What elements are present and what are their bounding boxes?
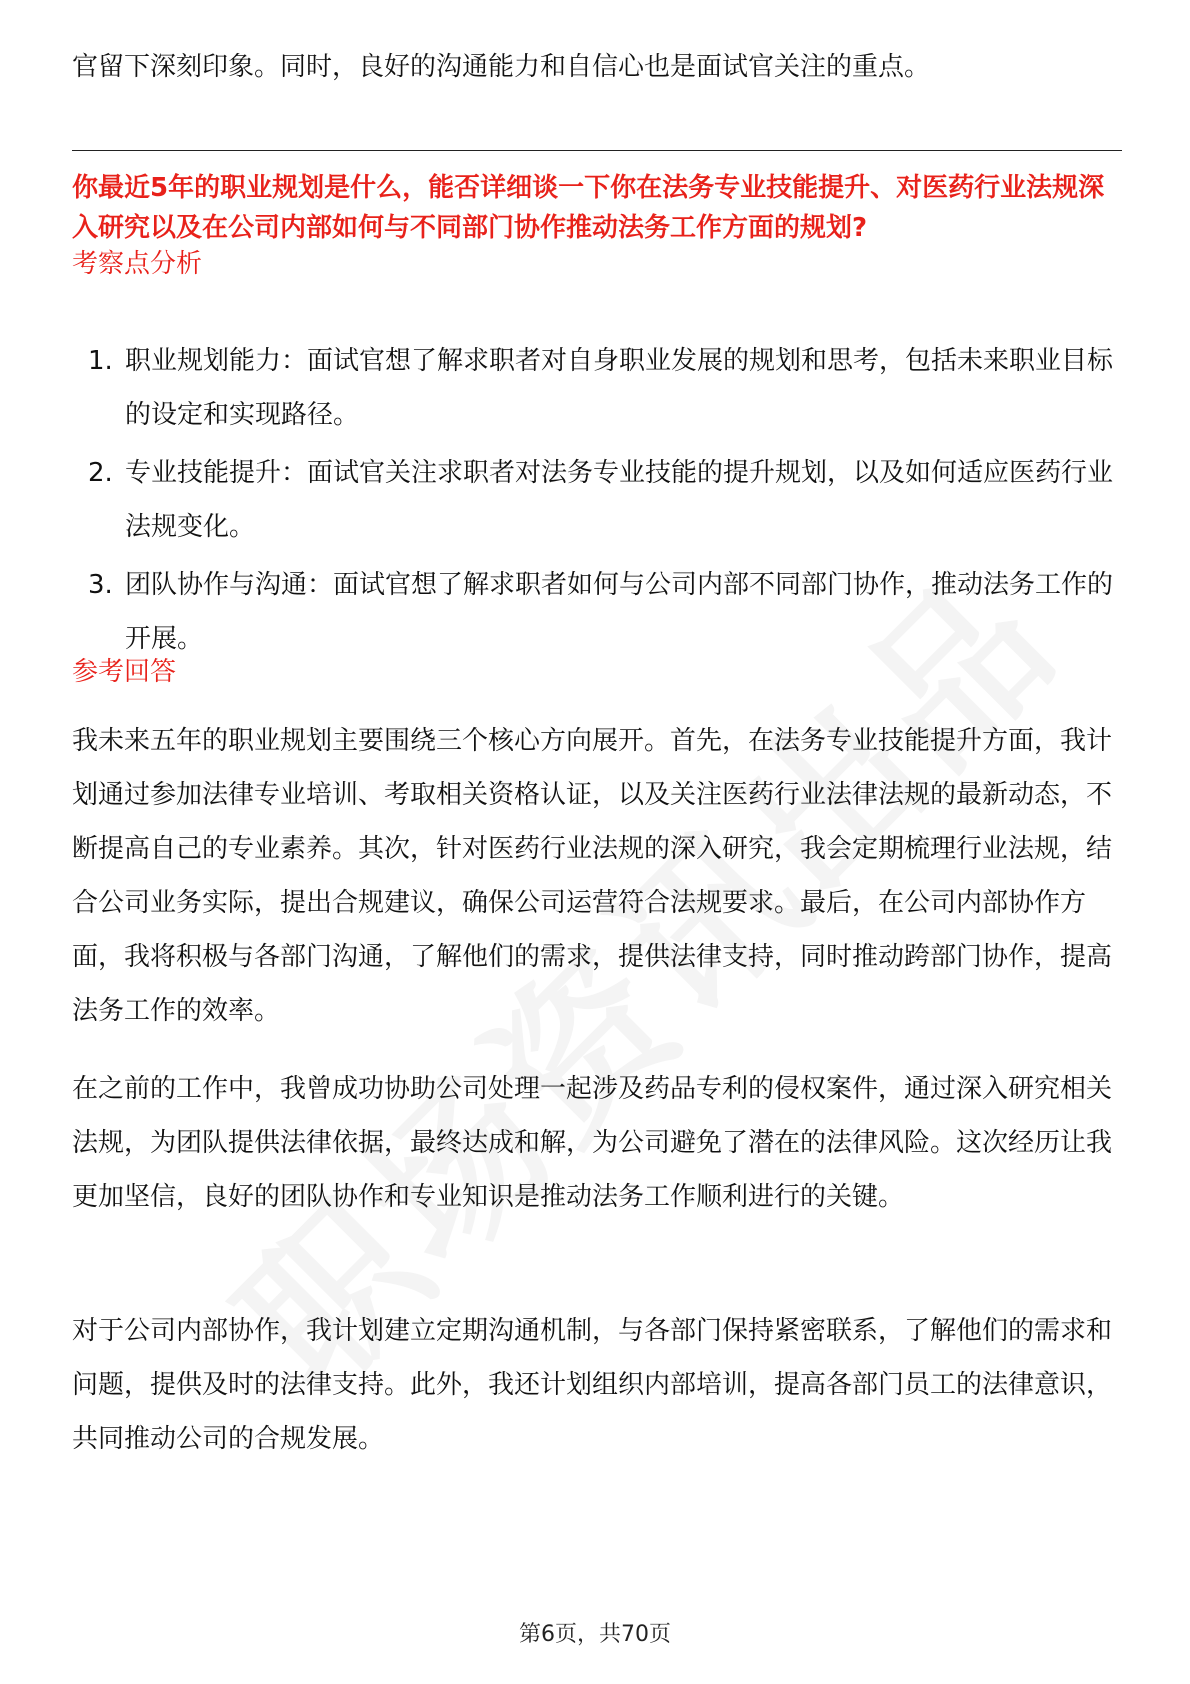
list-item-number: 3. (88, 570, 113, 600)
answer-paragraph: 我未来五年的职业规划主要围绕三个核心方向展开。首先，在法务专业技能提升方面，我计划通过参加法律专业培训、考取相关资格认证，以及关注医药行业法律法规的最新动态，不断提高自己的专业素养。其次，针对医药行业法规的深入研究，我会定期梳理行业法规，结合公司业务实际，提出合规建议，确保公司运营符合法规要求。最后，在公司内部协作方面，我将积极与各部门沟通，了解他们的需求，提供法律支持，同时推动跨部门协作，提高法务工作的效率。 (72, 726, 1113, 1026)
section-divider (72, 150, 1122, 151)
list-item (72, 558, 1122, 666)
answer-paragraph: 对于公司内部协作，我计划建立定期沟通机制，与各部门保持紧密联系，了解他们的需求和问题，提供及时的法律支持。此外，我还计划组织内部培训，提高各部门员工的法律意识，共同推动公司的合规发展。 (72, 1316, 1113, 1454)
list-item-number: 2. (88, 458, 113, 488)
list-item-text: 团队协作与沟通：面试官想了解求职者如何与公司内部不同部门协作，推动法务工作的开展。 (125, 570, 1114, 654)
analysis-heading: 考察点分析 (72, 249, 203, 279)
interview-question: 你最近5年的职业规划是什么，能否详细谈一下你在法务专业技能提升、对医药行业法规深入研究以及在公司内部如何与不同部门协作推动法务工作方面的规划? (72, 173, 1105, 243)
answer-paragraph: 在之前的工作中，我曾成功协助公司处理一起涉及药品专利的侵权案件，通过深入研究相关法规，为团队提供法律依据，最终达成和解，为公司避免了潜在的法律风险。这次经历让我更加坚信，良好的团队协作和专业知识是推动法务工作顺利进行的关键。 (72, 1074, 1113, 1212)
list-item (72, 446, 1122, 554)
list-item-text: 专业技能提升：面试官关注求职者对法务专业技能的提升规划，以及如何适应医药行业法规变化。 (125, 458, 1114, 542)
list-item (72, 334, 1122, 442)
intro-paragraph: 官留下深刻印象。同时，良好的沟通能力和自信心也是面试官关注的重点。 (72, 52, 931, 82)
answer-heading: 参考回答 (72, 657, 177, 687)
list-item-text: 职业规划能力：面试官想了解求职者对自身职业发展的规划和思考，包括未来职业目标的设定和实现路径。 (125, 346, 1114, 430)
analysis-list (72, 334, 1122, 670)
page-number: 第6页，共70页 (519, 1622, 671, 1647)
list-item-number: 1. (88, 346, 113, 376)
